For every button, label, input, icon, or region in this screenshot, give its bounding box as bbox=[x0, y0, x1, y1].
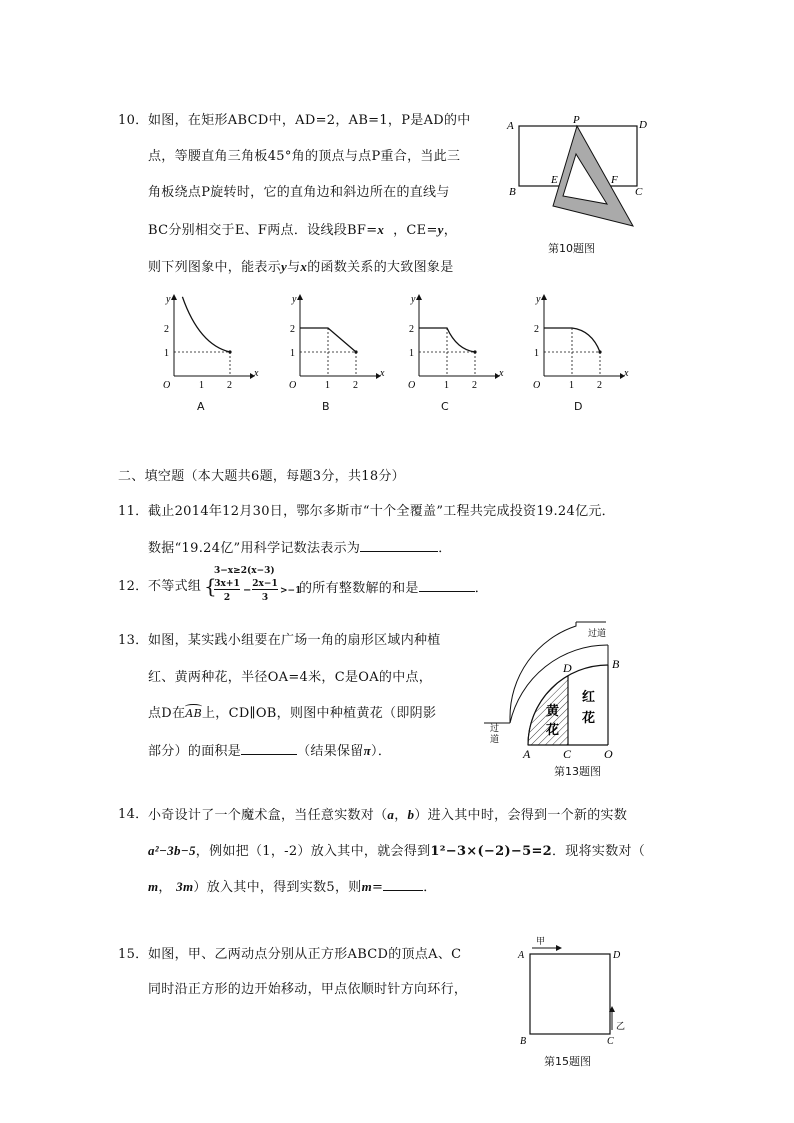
q13-answer-blank bbox=[241, 741, 297, 755]
axis-label-y: y bbox=[166, 294, 171, 305]
q11-number: 11． bbox=[118, 504, 149, 519]
endpoint bbox=[228, 350, 231, 353]
q14-expression: a²−3b−5 bbox=[148, 843, 196, 858]
q13-figure bbox=[484, 622, 634, 762]
tick-x-2: 2 bbox=[353, 380, 358, 391]
axis-label-x: x bbox=[624, 368, 629, 379]
y-axis-arrow bbox=[416, 294, 422, 300]
q15-line1: 如图，甲、乙两动点分别从正方形ABCD的顶点A、C bbox=[148, 947, 462, 962]
q10-line4: BC分别相交于E、F两点．设线段BF=x ，CE=y， bbox=[148, 222, 458, 238]
tick-y-2: 2 bbox=[164, 324, 169, 335]
fig15-label-C: C bbox=[607, 1036, 614, 1047]
q12-inequality-system: { 3−x≥2(x−3) 3x+1 2 − 2x−1 3 >−1 bbox=[204, 566, 314, 610]
y-axis-arrow bbox=[297, 294, 303, 300]
axis-label-x: x bbox=[254, 368, 259, 379]
axis-label-x: x bbox=[380, 368, 385, 379]
fig13-top-road: 过道 bbox=[588, 628, 607, 638]
endpoint bbox=[598, 350, 601, 353]
tick-x-2: 2 bbox=[227, 380, 232, 391]
option-label-B: B bbox=[322, 400, 330, 413]
tick-y-1: 1 bbox=[409, 348, 414, 359]
q12-ineq1: 3−x≥2(x−3) bbox=[214, 566, 275, 576]
fig10-label-D: D bbox=[639, 119, 647, 131]
fig13-hua: 花 bbox=[546, 722, 560, 737]
q13-number: 13． bbox=[118, 633, 149, 648]
q15-figure bbox=[514, 934, 634, 1050]
tick-y-2: 2 bbox=[290, 324, 295, 335]
fig13-label-C: C bbox=[563, 747, 572, 761]
tick-x-2: 2 bbox=[597, 380, 602, 391]
q14-line1: 小奇设计了一个魔术盒，当任意实数对（a，b）进入其中时，会得到一个新的实数 bbox=[148, 807, 628, 823]
tick-y-2: 2 bbox=[409, 324, 414, 335]
fig15-label-B: B bbox=[520, 1036, 527, 1047]
q12-prefix: 不等式组 bbox=[148, 579, 202, 594]
section-2-title: 二、填空题（本大题共6题，每题3分，共18分） bbox=[118, 469, 405, 484]
q12-suffix: 的所有整数解的和是 ． bbox=[299, 578, 488, 598]
q10-line2: 点，等腰直角三角板45°角的顶点与点P重合，当此三 bbox=[148, 149, 461, 164]
tick-x-1: 1 bbox=[444, 380, 449, 391]
q10-figure bbox=[505, 114, 655, 234]
tick-x-2: 2 bbox=[472, 380, 477, 391]
option-label-C: C bbox=[441, 400, 449, 413]
q10-line1: 如图，在矩形ABCD中，AD=2，AB=1，P是AD的中 bbox=[148, 113, 471, 128]
q14-answer-blank bbox=[383, 877, 423, 891]
var-y: y bbox=[437, 222, 444, 237]
axis-label-y: y bbox=[292, 294, 297, 305]
brace: { bbox=[204, 574, 217, 598]
option-graph-D bbox=[530, 292, 629, 392]
q14-number: 14． bbox=[118, 807, 149, 822]
q11-line2: 数据“19.24亿”用科学记数法表示为 ． bbox=[148, 538, 452, 558]
fig13-huang: 黄 bbox=[546, 703, 560, 718]
fig13-label-O: O bbox=[604, 747, 613, 761]
option-graph-C bbox=[405, 292, 504, 392]
q13-line3: 点D在 AB上，CD∥OB，则图中种植黄花（即阴影 bbox=[148, 706, 437, 721]
fig10-label-A: A bbox=[507, 120, 514, 132]
fig15-jia: 甲 bbox=[536, 936, 546, 946]
fig10-label-F: F bbox=[611, 174, 618, 186]
fig15-label-D: D bbox=[613, 950, 621, 961]
fig13-hong: 红 bbox=[582, 689, 596, 704]
axis-label-y: y bbox=[411, 294, 416, 305]
var-x: x bbox=[377, 222, 385, 237]
fig10-label-C: C bbox=[635, 186, 643, 198]
origin-label: O bbox=[289, 380, 297, 391]
q14-line3: m， 3m）放入其中，得到实数5，则m= ． bbox=[148, 879, 437, 895]
option-label-D: D bbox=[574, 400, 583, 413]
option-label-A: A bbox=[197, 400, 205, 413]
origin-label: O bbox=[408, 380, 416, 391]
q12-number: 12． bbox=[118, 579, 149, 594]
tick-x-1: 1 bbox=[569, 380, 574, 391]
q15-number: 15． bbox=[118, 947, 149, 962]
axis-label-x: x bbox=[499, 368, 504, 379]
endpoint bbox=[354, 350, 357, 353]
q13-figure-caption: 第13题图 bbox=[554, 765, 601, 778]
fig13-hua2: 花 bbox=[582, 710, 596, 725]
tick-y-2: 2 bbox=[534, 324, 539, 335]
q15-figure-caption: 第15题图 bbox=[544, 1055, 591, 1068]
q14-line2: a²−3b−5，例如把（1，-2）放入其中，就会得到1²−3×(−2)−5=2．现将实数对（ bbox=[148, 843, 646, 859]
fig13-left-road-1: 过 bbox=[490, 723, 500, 733]
fig10-label-P: P bbox=[573, 114, 580, 126]
fig13-label-A: A bbox=[523, 747, 531, 761]
option-graph-A bbox=[160, 292, 259, 392]
tick-y-1: 1 bbox=[534, 348, 539, 359]
q11-line1: 截止2014年12月30日，鄂尔多斯市“十个全覆盖”工程共完成投资19.24亿元． bbox=[148, 504, 615, 519]
tick-y-1: 1 bbox=[164, 348, 169, 359]
q13-line2: 红、黄两种花，半径OA=4米，C是OA的中点， bbox=[148, 670, 433, 685]
q10-number: 10． bbox=[118, 113, 149, 128]
q15-line2: 同时沿正方形的边开始移动，甲点依顺时针方向环行， bbox=[148, 982, 468, 997]
y-axis-arrow bbox=[171, 294, 177, 300]
tick-x-1: 1 bbox=[325, 380, 330, 391]
origin-label: O bbox=[533, 380, 541, 391]
fig13-label-B: B bbox=[612, 657, 620, 671]
tick-y-1: 1 bbox=[290, 348, 295, 359]
q12-answer-blank bbox=[419, 578, 475, 592]
q13-line4: 部分）的面积是 （结果保留π）． bbox=[148, 743, 392, 759]
fig15-label-A: A bbox=[518, 950, 525, 961]
q10-line3: 角板绕点P旋转时，它的直角边和斜边所在的直线与 bbox=[148, 185, 450, 200]
endpoint bbox=[473, 350, 476, 353]
axis-label-y: y bbox=[536, 294, 541, 305]
fig13-left-road-2: 道 bbox=[490, 734, 500, 744]
tick-x-1: 1 bbox=[199, 380, 204, 391]
q13-line1: 如图，某实践小组要在广场一角的扇形区域内种植 bbox=[148, 633, 441, 648]
fig10-label-B: B bbox=[509, 186, 516, 198]
q11-answer-blank bbox=[360, 538, 438, 552]
origin-label: O bbox=[163, 380, 171, 391]
q10-figure-caption: 第10题图 bbox=[548, 242, 595, 255]
option-graph-B bbox=[286, 292, 385, 392]
fig13-label-D: D bbox=[563, 661, 572, 675]
fig10-label-E: E bbox=[551, 174, 558, 186]
fig15-yi: 乙 bbox=[616, 1021, 626, 1031]
y-axis-arrow bbox=[541, 294, 547, 300]
q14-example: 1²−3×(−2)−5=2 bbox=[430, 844, 552, 859]
arc-AB: AB bbox=[185, 707, 202, 720]
q10-line5: 则下列图象中，能表示y与x的函数关系的大致图象是 bbox=[148, 259, 454, 275]
function-curve bbox=[182, 297, 230, 352]
